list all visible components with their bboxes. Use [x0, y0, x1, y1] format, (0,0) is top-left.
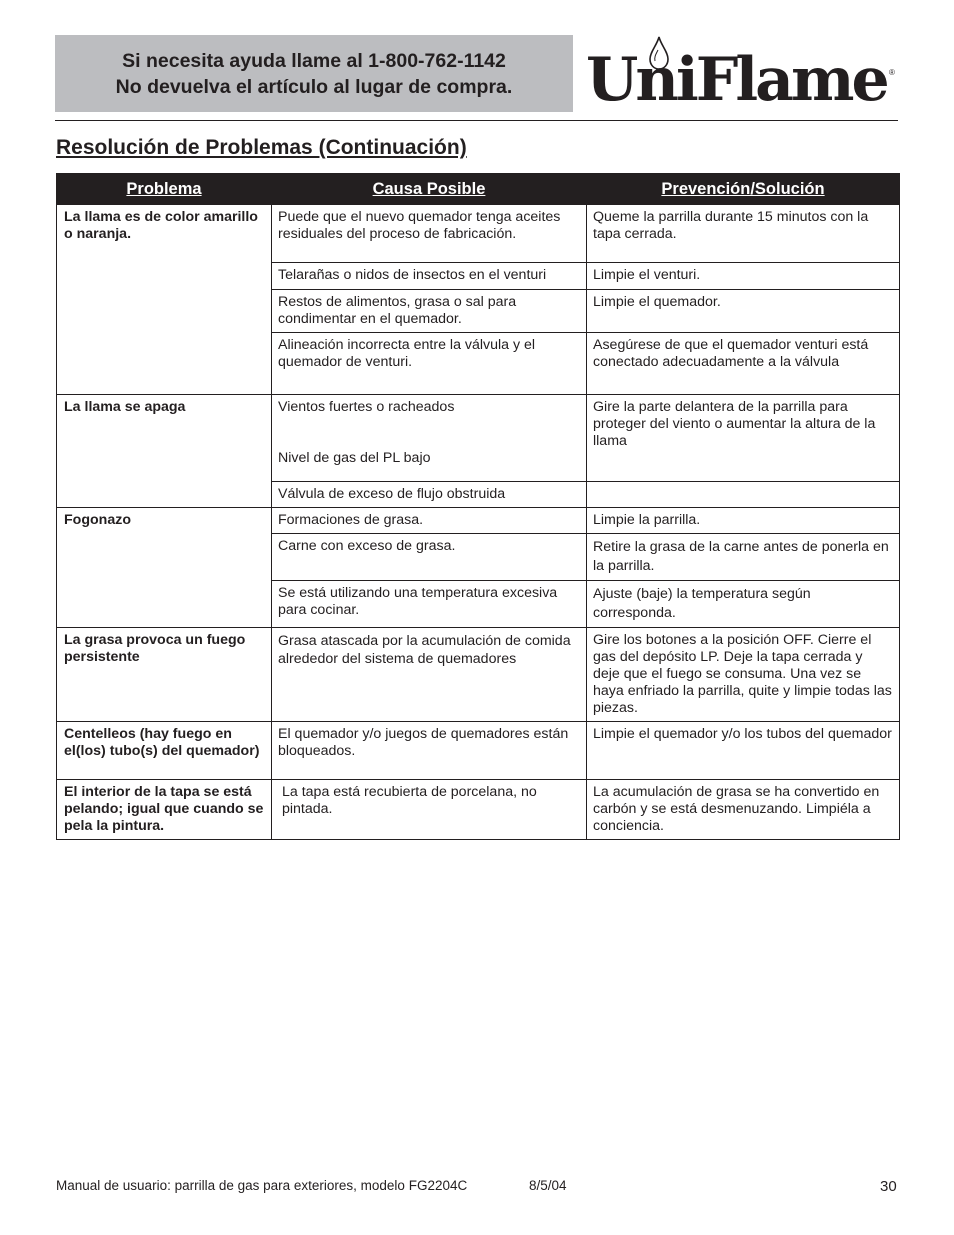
page-number: 30 [880, 1178, 897, 1195]
footer-manual-title: Manual de usuario: parrilla de gas para exteriores, modelo FG2204C [56, 1178, 468, 1193]
cause-text-secondary: Nivel de gas del PL bajo [278, 450, 431, 466]
cause-cell: Se está utilizando una temperatura excesiva para cocinar. [272, 581, 587, 628]
cause-cell: Restos de alimentos, grasa o sal para condimentar en el quemador. [272, 290, 587, 333]
table-row [57, 628, 900, 722]
problem-cell: La llama es de color amarillo o naranja. [57, 205, 272, 395]
problem-cell: La llama se apaga [57, 395, 272, 508]
solution-cell: Gire la parte delantera de la parrilla para proteger del viento o aumentar la altura de la llama [587, 395, 900, 482]
problem-cell: La grasa provoca un fuego persistente [57, 628, 272, 722]
cause-cell: Válvula de exceso de flujo obstruida [272, 482, 587, 508]
registered-mark: ® [889, 68, 895, 77]
cause-cell: Telarañas o nidos de insectos en el venturi [272, 263, 587, 290]
problem-cell: El interior de la tapa se está pelando; igual que cuando se pela la pintura. [57, 780, 272, 840]
problem-cell: Centelleos (hay fuego en el(los) tubo(s) del quemador) [57, 722, 272, 780]
cause-cell: Carne con exceso de grasa. [272, 534, 587, 581]
solution-cell: Retire la grasa de la carne antes de ponerla en la parrilla. [587, 534, 900, 581]
table-row [57, 395, 900, 482]
header-divider [55, 120, 898, 121]
table-row [57, 780, 900, 840]
header-problem: Problema [57, 174, 272, 205]
cause-cell: Puede que el nuevo quemador tenga aceites residuales del proceso de fabricación. [272, 205, 587, 263]
cause-text: Vientos fuertes o racheados [278, 399, 455, 415]
solution-cell [587, 482, 900, 508]
troubleshooting-table [56, 173, 900, 840]
uniflame-logo [586, 36, 898, 116]
cause-cell [272, 395, 587, 482]
solution-cell: Limpie el quemador y/o los tubos del quemador [587, 722, 900, 780]
table-row [57, 508, 900, 534]
problem-cell: Fogonazo [57, 508, 272, 628]
footer-date: 8/5/04 [529, 1178, 567, 1193]
table-row [57, 722, 900, 780]
solution-cell: Limpie el venturi. [587, 263, 900, 290]
cause-cell: Alineación incorrecta entre la válvula y el quemador de venturi. [272, 333, 587, 395]
solution-cell: Ajuste (baje) la temperatura según corresponda. [587, 581, 900, 628]
table-header-row [57, 174, 900, 205]
section-title: Resolución de Problemas (Continuación) [56, 136, 467, 159]
cause-cell: Formaciones de grasa. [272, 508, 587, 534]
solution-cell: Queme la parrilla durante 15 minutos con la tapa cerrada. [587, 205, 900, 263]
solution-cell: Gire los botones a la posición OFF. Cierre el gas del depósito LP. Deje la tapa cerrada y deje que el fuego se consuma. Una vez se haya enfriado la parrilla, quite y limpie todas las piezas. [587, 628, 900, 722]
help-return-line: No devuelva el artículo al lugar de compra. [115, 75, 513, 98]
cause-cell: La tapa está recubierta de porcelana, no pintada. [272, 780, 587, 840]
header-cause: Causa Posible [272, 174, 587, 205]
header-solution: Prevención/Solución [587, 174, 900, 205]
help-banner [55, 35, 573, 112]
table-row [57, 205, 900, 263]
solution-cell: Limpie el quemador. [587, 290, 900, 333]
cause-cell: Grasa atascada por la acumulación de comida alrededor del sistema de quemadores [272, 628, 587, 722]
solution-cell: Asegúrese de que el quemador venturi está conectado adecuadamente a la válvula [587, 333, 900, 395]
logo-wordmark: UniFlame [586, 45, 887, 115]
cause-cell: El quemador y/o juegos de quemadores están bloqueados. [272, 722, 587, 780]
solution-cell: La acumulación de grasa se ha convertido en carbón y se está desmenuzando. Limpiéla a conciencia. [587, 780, 900, 840]
help-phone-line: Si necesita ayuda llame al 1-800-762-1142 [122, 49, 506, 72]
solution-cell: Limpie la parrilla. [587, 508, 900, 534]
